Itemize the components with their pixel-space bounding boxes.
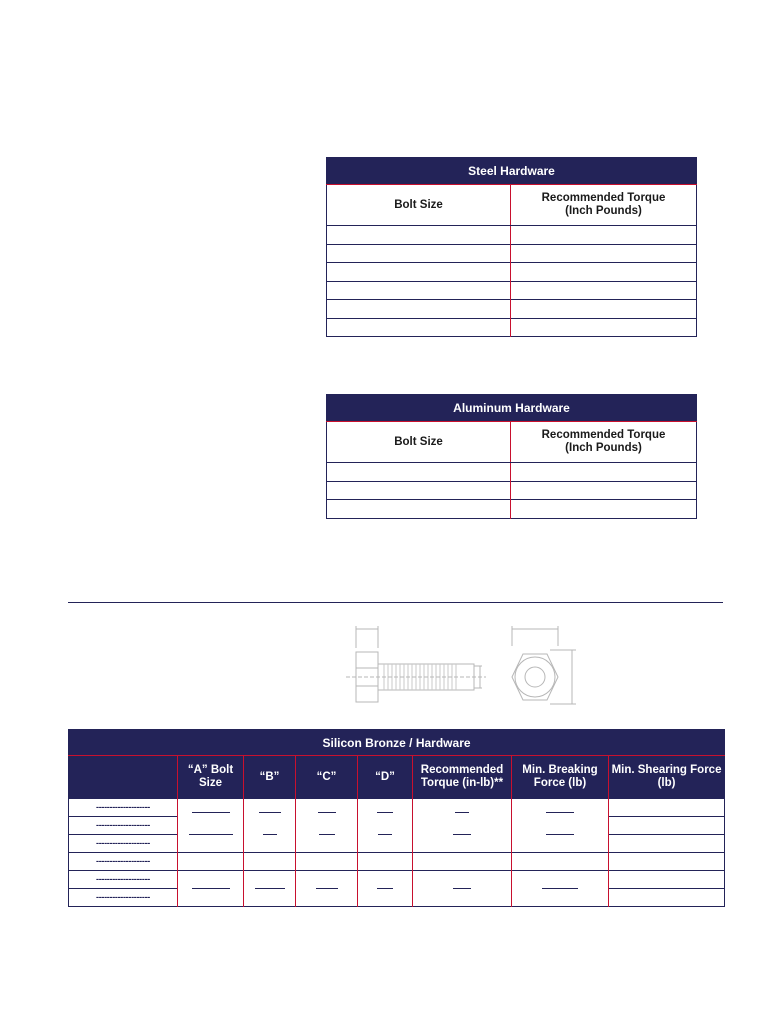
c-header: “C” [296,756,358,799]
b-header: “B” [244,756,296,799]
aluminum-table-title: Aluminum Hardware [327,395,697,422]
bronze-table-title: Silicon Bronze / Hardware [69,730,725,756]
table-row [327,300,697,319]
bolt-diagram [340,622,590,710]
breaking-force-header: Min. Breaking Force (lb) [512,756,609,799]
d-header: “D” [358,756,413,799]
table-row [327,500,697,519]
table-row [327,263,697,282]
row-label: -------------------- [96,874,150,884]
a-bolt-size-header: “A” Bolt Size [178,756,244,799]
table-row [327,226,697,245]
torque-header: Recommended Torque (in-lb)** [413,756,512,799]
steel-torque-header: Recommended Torque (Inch Pounds) [511,185,697,226]
table-row [327,318,697,337]
section-divider [68,602,723,603]
steel-bolt-size-header: Bolt Size [327,185,511,226]
table-row [327,481,697,500]
table-row [69,853,725,871]
row-label: -------------------- [96,802,150,812]
table-row [69,799,725,817]
row-label: -------------------- [96,820,150,830]
table-row [327,244,697,263]
aluminum-torque-header: Recommended Torque (Inch Pounds) [511,422,697,463]
table-row [69,871,725,889]
aluminum-hardware-table [326,394,697,519]
aluminum-bolt-size-header: Bolt Size [327,422,511,463]
blank-header [69,756,178,799]
silicon-bronze-hardware-table [68,729,725,907]
row-label: -------------------- [96,856,150,866]
steel-hardware-table [326,157,697,337]
shearing-force-header: Min. Shearing Force (lb) [611,764,722,789]
table-row [327,463,697,482]
row-label: -------------------- [96,892,150,902]
row-label: -------------------- [96,838,150,848]
steel-table-title: Steel Hardware [327,158,697,185]
table-row [327,281,697,300]
